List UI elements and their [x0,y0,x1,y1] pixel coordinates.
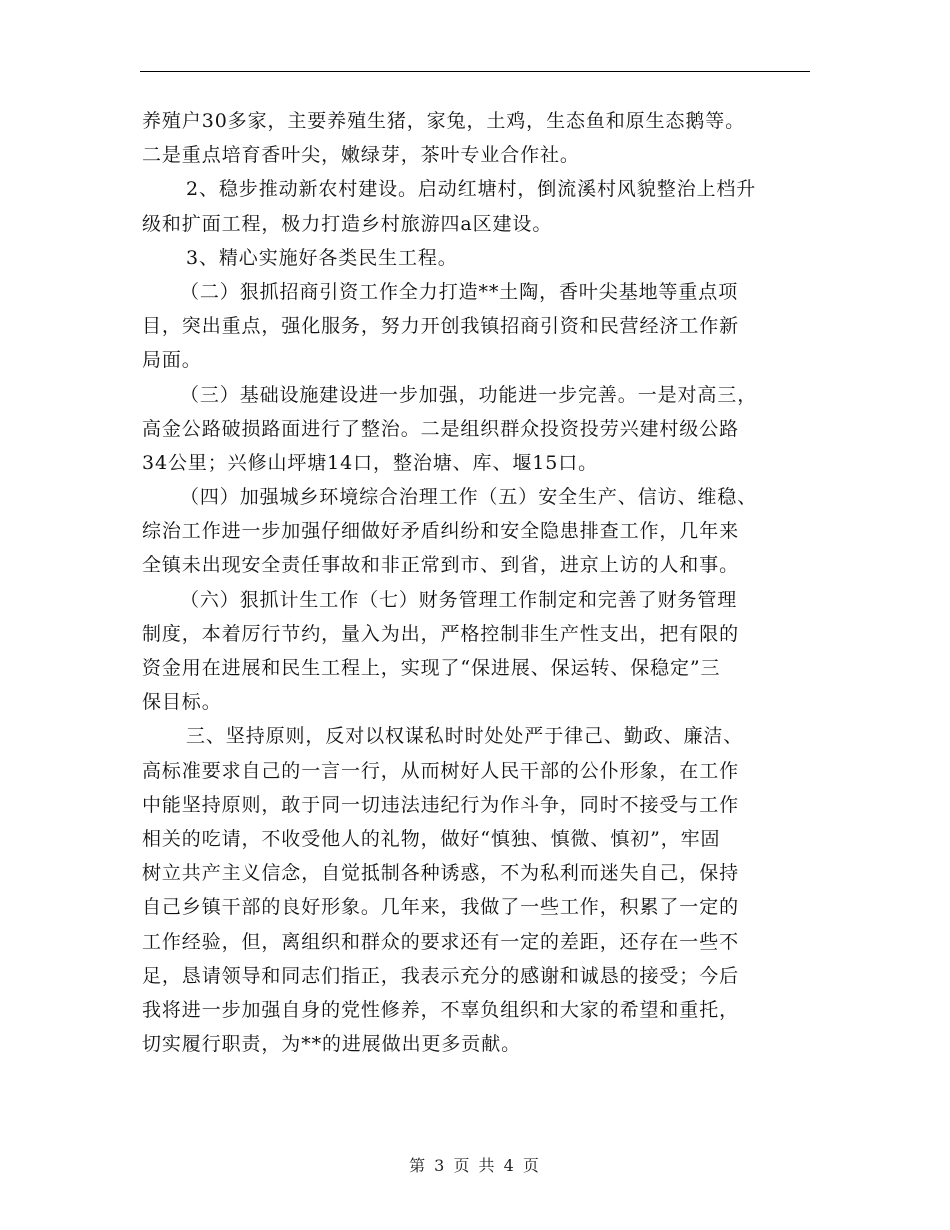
text-line: 自己乡镇干部的良好形象。几年来，我做了一些工作，积累了一定的 [142,896,740,919]
text-line: 高标准要求自己的一言一行，从而树好人民干部的公仆形象，在工作 [142,759,740,782]
text-line: （三）基础设施建设进一步加强，功能进一步完善。一是对高三， [180,383,758,406]
text-line: （六）狠抓计生工作（七）财务管理工作制定和完善了财务管理 [180,588,738,611]
text-line: 足，恳请领导和同志们指正，我表示充分的感谢和诚恳的接受；今后 [142,964,740,987]
text-line: 综治工作进一步加强仔细做好矛盾纠纷和安全隐患排查工作，几年来 [142,520,740,543]
text-line: 制度，本着厉行节约，量入为出，严格控制非生产性支出，把有限的 [142,622,740,645]
text-line: 2、稳步推动新农村建设。启动红塘村，倒流溪村风貌整治上档升 [186,178,757,201]
text-line: 级和扩面工程，极力打造乡村旅游四a区建设。 [142,212,553,235]
text-line: （四）加强城乡环境综合治理工作（五）安全生产、信访、维稳、 [180,486,758,509]
text-line: 树立共产主义信念，自觉抵制各种诱惑，不为私利而迷失自己，保持 [142,862,740,885]
text-line: 养殖户30多家，主要养殖生猪，家兔，土鸡，生态鱼和原生态鹅等。 [142,110,746,132]
body-text [142,104,808,1061]
text-line: 切实履行职责，为**的进展做出更多贡献。 [142,1033,522,1056]
text-line: 三、坚持原则，反对以权谋私时时处处严于律己、勤政、廉洁、 [186,725,744,748]
text-line: 中能坚持原则，敢于同一切违法违纪行为作斗争，同时不接受与工作 [142,793,740,816]
text-line: 我将进一步加强自身的党性修养，不辜负组织和大家的希望和重托， [142,998,740,1021]
text-line: 高金公路破损路面进行了整治。二是组织群众投资投劳兴建村级公路 [142,417,740,440]
text-line: 工作经验，但，离组织和群众的要求还有一定的差距，还存在一些不 [142,930,740,953]
text-line: 目，突出重点，强化服务，努力开创我镇招商引资和民营经济工作新 [142,315,740,338]
page-number-footer: 第 3 页 共 4 页 [409,1156,541,1175]
header-rule [140,71,810,72]
text-line: （二）狠抓招商引资工作全力打造**土陶，香叶尖基地等重点项 [180,280,739,303]
text-line: 全镇未出现安全责任事故和非正常到市、到省，进京上访的人和事。 [142,554,740,577]
text-line: 保目标。 [142,691,222,714]
text-line: 局面。 [142,349,202,372]
text-line: 34公里；兴修山坪塘14口，整治塘、库、堰15口。 [142,451,599,474]
text-line: 相关的吃请，不收受他人的礼物，做好“慎独、慎微、慎初”，牢固 [142,827,721,850]
text-line: 二是重点培育香叶尖，嫩绿芽，茶叶专业合作社。 [142,144,580,167]
text-line: 3、精心实施好各类民生工程。 [186,246,458,269]
text-line: 资金用在进展和民生工程上，实现了“保进展、保运转、保稳定”三 [142,657,721,679]
